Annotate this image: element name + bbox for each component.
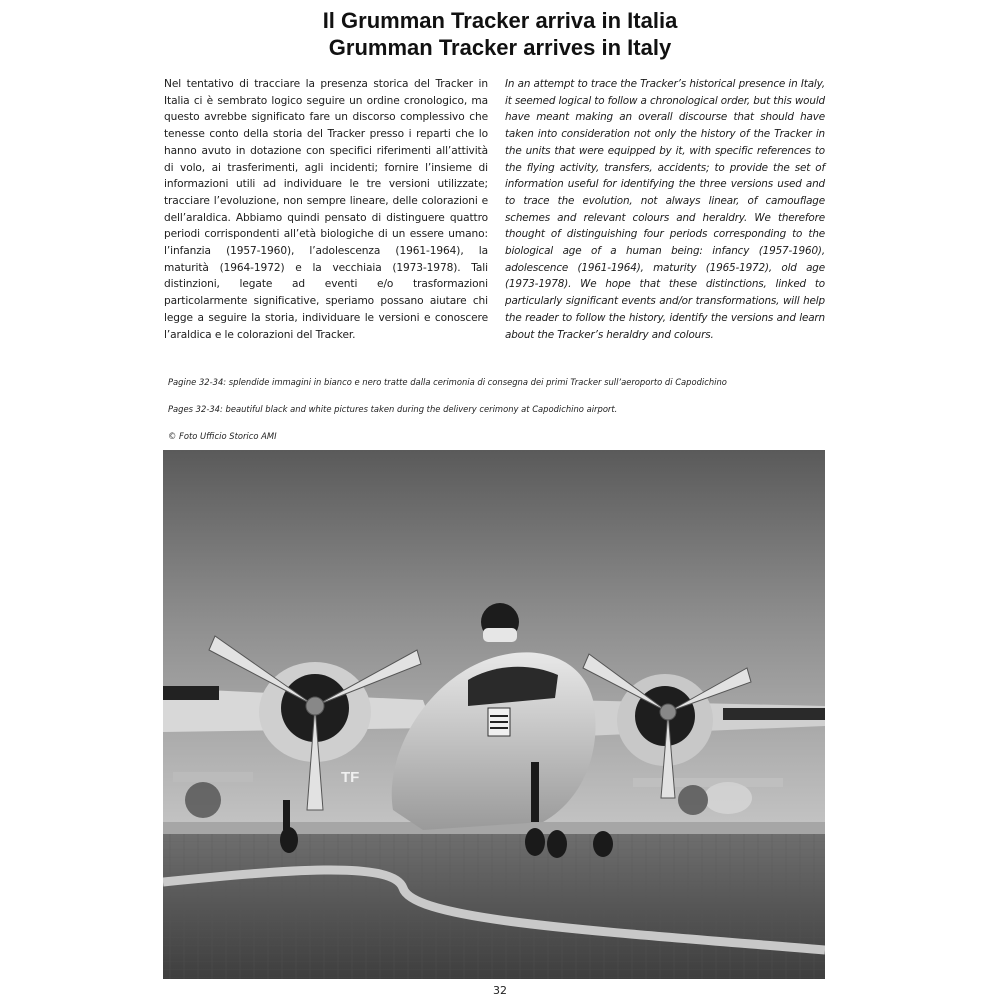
page-number: 32 xyxy=(493,984,507,997)
tail-code: TF xyxy=(341,769,360,786)
caption-english: Pages 32-34: beautiful black and white pictures taken during the delivery cerimony at Capodichino airport. xyxy=(168,404,618,414)
page-title-english: Grumman Tracker arrives in Italy xyxy=(328,35,672,60)
page-title-italian: Il Grumman Tracker arriva in Italia xyxy=(322,8,678,33)
caption-italian: Pagine 32-34: splendide immagini in bianco e nero tratte dalla cerimonia di consegna dei primi Tracker sull’aeroporto di Capodichino xyxy=(168,377,727,387)
tracker-photo xyxy=(163,450,825,979)
italian-text-column: Nel tentativo di tracciare la presenza storica del Tracker in Italia ci è sembrato logico seguire un ordine cronologico, ma questo avrebbe significato fare un discorso complessivo che tenesse conto della storia del Tracker presso i reparti che lo hanno avuto in dotazione con specifici riferimenti all’attività di volo, ai trasferimenti, agli incidenti; fornire l’insieme di informazioni utili ad individuare le tre versioni utilizzate; tracciare l’evoluzione, non sempre lineare, delle colorazioni e dell’araldica. Abbiamo quindi pensato di distinguere quattro periodi corrispondenti all’età biologiche di un essere umano: l’infanzia (1957-1960), l’adolescenza (1961-1964), la maturità (1964-1972) e la vecchiaia (1973-1978). Tali distinzioni, legate ad eventi e/o trasformazioni particolarmente significative, speriamo possano aiutare chi legge a seguire la storia, individuare le versioni e conoscere l’araldica e le colorazioni del Tracker. xyxy=(164,78,488,341)
english-text-column: In an attempt to trace the Tracker’s historical presence in Italy, it seemed logical to follow a chronological order, but this would have meant making an overall discourse that should have taken into consideration not only the history of the Tracker in the units that were equipped by it, with specific references to the flying activity, transfers, accidents; to provide the set of information useful for identifying the three versions used and to trace the evolution, not always linear, of camouflage schemes and relevant colours and heraldry. We therefore thought of distinguishing four periods corresponding to the biological age of a human being: infancy (1957-1960), adolescence (1961-1964), maturity (1965-1972), old age (1973-1978). We hope that these distinctions, linked to particularly significant events and/or transformations, will help the reader to follow the history, identify the versions and learn about the Tracker’s heraldry and colours. xyxy=(505,78,825,341)
photo-credit: © Foto Ufficio Storico AMI xyxy=(168,431,277,441)
unit-badge xyxy=(488,708,510,736)
